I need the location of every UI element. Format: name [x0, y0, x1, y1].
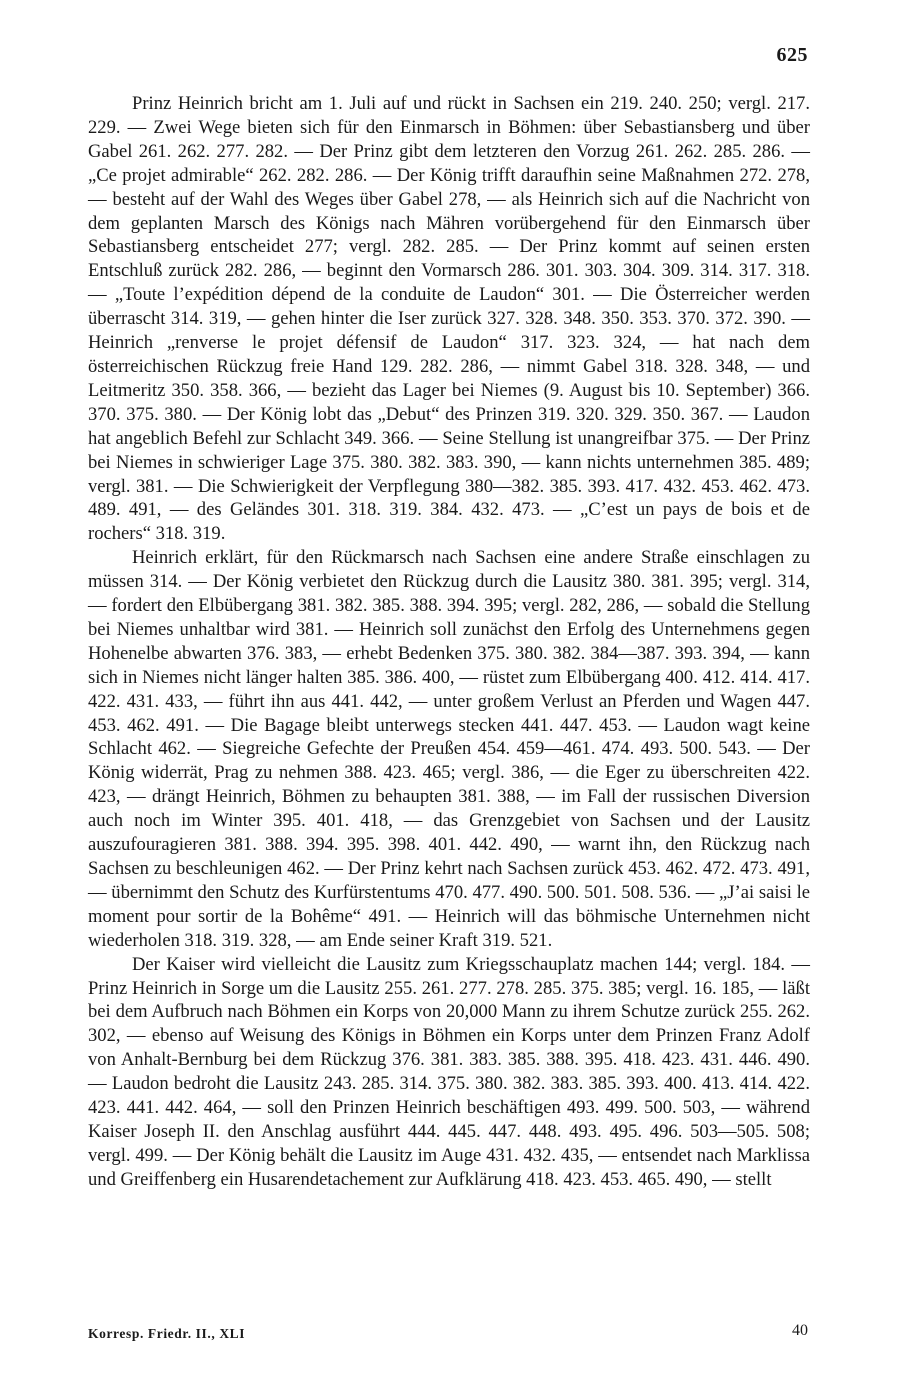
- page-number: 625: [776, 44, 808, 66]
- footer-source: Korresp. Friedr. II., XLI: [88, 1326, 246, 1341]
- signature-mark: 40: [792, 1322, 808, 1339]
- index-body: [88, 92, 810, 1192]
- paragraph-1: Prinz Heinrich bricht am 1. Juli auf und rückt in Sachsen ein 219. 240. 250; vergl. 217. 229. — Zwei Wege bieten sich für den Einmarsch in Böhmen: über Sebastiansberg und über Gabel 261. 262. 277. 282. — Der Prinz gibt dem letzteren den Vorzug 261. 262. 285. 286. — „Ce projet admirable“ 262. 282. 286. — Der König trifft daraufhin seine Maßnahmen 272. 278, — besteht auf der Wahl des Weges über Gabel 278, — als Heinrich sich auf die Nachricht von dem geplanten Marsch des Königs nach Mähren vorübergehend für den Einmarsch über Sebastiansberg entscheidet 277; vergl. 282. 285. — Der Prinz kommt auf seinen ersten Entschluß zurück 282. 286, — beginnt den Vormarsch 286. 301. 303. 304. 309. 314. 317. 318. — „Toute l’expédition dépend de la conduite de Laudon“ 301. — Die Österreicher werden überrascht 314. 319, — gehen hinter die Iser zurück 327. 328. 348. 350. 353. 370. 372. 390. — Heinrich „renverse le projet défensif de Laudon“ 317. 323. 324, — hat nach dem österreichischen Rückzug freie Hand 129. 282. 286, — nimmt Gabel 318. 328. 348, — und Leitmeritz 350. 358. 366, — bezieht das Lager bei Niemes (9. August bis 10. September) 366. 370. 375. 380. — Der König lobt das „Debut“ des Prinzen 319. 320. 329. 350. 367. — Laudon hat angeblich Befehl zur Schlacht 349. 366. — Seine Stellung ist unangreifbar 375. — Der Prinz bei Niemes in schwieriger Lage 375. 380. 382. 383. 390, — kann nichts unternehmen 385. 489; vergl. 381. — Die Schwierigkeit der Verpflegung 380—382. 385. 393. 417. 432. 453. 462. 473. 489. 491, — des Geländes 301. 318. 319. 384. 432. 473. — „C’est un pays de bois et de rochers“ 318. 319.: [88, 93, 810, 545]
- paragraph-2: Heinrich erklärt, für den Rückmarsch nach Sachsen eine andere Straße einschlagen zu müssen 314. — Der König verbietet den Rückzug durch die Lausitz 380. 381. 395; vergl. 314, — fordert den Elbübergang 381. 382. 385. 388. 394. 395; vergl. 282, 286, — sobald die Stellung bei Niemes unhaltbar wird 381. — Heinrich soll zunächst den Erfolg des Unternehmens gegen Hohenelbe abwarten 376. 383, — erhebt Bedenken 375. 380. 382. 384—387. 393. 394, — kann sich in Niemes nicht länger halten 385. 386. 400, — rüstet zum Elbübergang 400. 412. 414. 417. 422. 431. 433, — führt ihn aus 441. 442, — unter großem Verlust an Pferden und Wagen 447. 453. 462. 491. — Die Bagage bleibt unterwegs stecken 441. 447. 453. — Laudon wagt keine Schlacht 462. — Siegreiche Gefechte der Preußen 454. 459—461. 474. 493. 500. 543. — Der König widerrät, Prag zu nehmen 388. 423. 465; vergl. 386, — die Eger zu überschreiten 422. 423, — drängt Heinrich, Böhmen zu behaupten 381. 388, — im Fall der russischen Diversion auch noch im Winter 395. 401. 418, — das Grenzgebiet von Sachsen und der Lausitz auszufouragieren 381. 388. 394. 395. 398. 401. 442. 490, — warnt ihn, den Rückzug nach Sachsen zu beschleunigen 462. — Der Prinz kehrt nach Sachsen zurück 453. 462. 472. 473. 491, — übernimmt den Schutz des Kurfürstentums 470. 477. 490. 500. 501. 508. 536. — „J’ai saisi le moment pour sortir de la Bohême“ 491. — Heinrich will das böhmische Unternehmen nicht wiederholen 318. 319. 328, — am Ende seiner Kraft 319. 521.: [88, 547, 810, 951]
- paragraph-3: Der Kaiser wird vielleicht die Lausitz zum Kriegsschauplatz machen 144; vergl. 184. — Prinz Heinrich in Sorge um die Lausitz 255. 261. 277. 278. 285. 375. 385; vergl. 16. 185, — läßt bei dem Aufbruch nach Böhmen ein Korps von 20,000 Mann zu ihrem Schutze zurück 255. 262. 302, — ebenso auf Weisung des Königs in Böhmen ein Korps unter dem Prinzen Franz Adolf von Anhalt-Bernburg bei dem Rückzug 376. 381. 383. 385. 388. 395. 418. 423. 431. 446. 490. — Laudon bedroht die Lausitz 243. 285. 314. 375. 380. 382. 383. 385. 393. 400. 413. 414. 422. 423. 441. 442. 464, — soll den Prinzen Heinrich beschäftigen 493. 499. 500. 503, — während Kaiser Joseph II. den Anschlag ausführt 444. 445. 447. 448. 493. 495. 496. 503—505. 508; vergl. 499. — Der König behält die Lausitz im Auge 431. 432. 435, — entsendet nach Marklissa und Greiffenberg ein Husarendetachement zur Aufklärung 418. 423. 453. 465. 490, — stellt: [88, 953, 810, 1190]
